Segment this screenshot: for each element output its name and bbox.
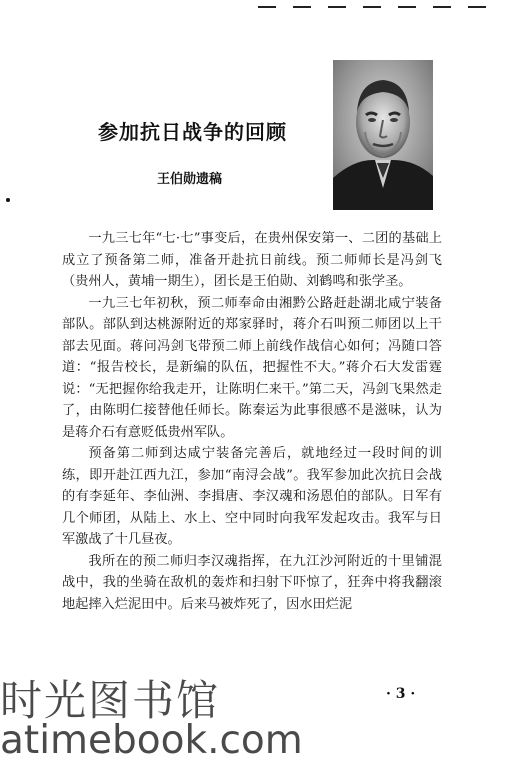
paragraph: 一九三七年“七·七”事变后，在贵州保安第一、二团的基础上成立了预备第二师，准备开赴抗日前线。预二师师长是冯剑飞（贵州人，黄埔一期生），团长是王伯勋、刘鹤鸣和张学圣。 [62, 231, 442, 289]
header-rule-dash [363, 6, 381, 8]
header-rule-dash [398, 6, 416, 8]
watermark-url: atimebook.com [0, 718, 303, 763]
header-rule-dash [468, 6, 486, 8]
paragraph: 一九三七年初秋，预二师奉命由湘黔公路赶赴湖北咸宁装备部队。部队到达桃源附近的郑家驿时，蒋介石叫预二师团以上干部去见面。蒋问冯剑飞带预二师上前线作战信心如何；冯随口答道：“报告校长，是新编的队伍，把握性不大。”蒋介石大发雷霆说：“无把握你给我走开，让陈明仁来干。”第二天，冯剑飞果然走了，由陈明仁接替他任师长。陈秦运为此事很感不是滋味，认为是蒋介石有意贬低贵州军队。 [62, 295, 442, 440]
paragraph: 预备第二师到达咸宁装备完善后，就地经过一段时间的训练，即开赴江西九江，参加“南浔会战”。我军参加此次抗日会战的有李延年、李仙洲、李揖唐、李汉魂和汤恩伯的部队。日军有几个师团，从陆上、水上、空中同时向我军发起攻击。我军与日军激战了十几昼夜。 [62, 446, 442, 547]
author-portrait [333, 60, 433, 210]
header-rule-dash [258, 6, 276, 8]
header-rule-dash [433, 6, 451, 8]
page-number: · 3 · [386, 686, 416, 702]
header-rule-dash [293, 6, 311, 8]
header-rule-dash [328, 6, 346, 8]
article-title: 参加抗日战争的回顾 [98, 120, 287, 144]
portrait-photo [333, 60, 433, 210]
article-author: 王伯勋遗稿 [157, 172, 223, 187]
watermark-chinese: 时光图书馆 [0, 676, 221, 725]
margin-dot [6, 198, 10, 202]
article-body [62, 228, 442, 615]
paragraph: 我所在的预二师归李汉魂指挥，在九江沙河附近的十里铺混战中，我的坐骑在敌机的轰炸和扫射下吓惊了，狂奔中将我翻滚地起摔入烂泥田中。后来马被炸死了，因水田烂泥 [62, 553, 442, 612]
